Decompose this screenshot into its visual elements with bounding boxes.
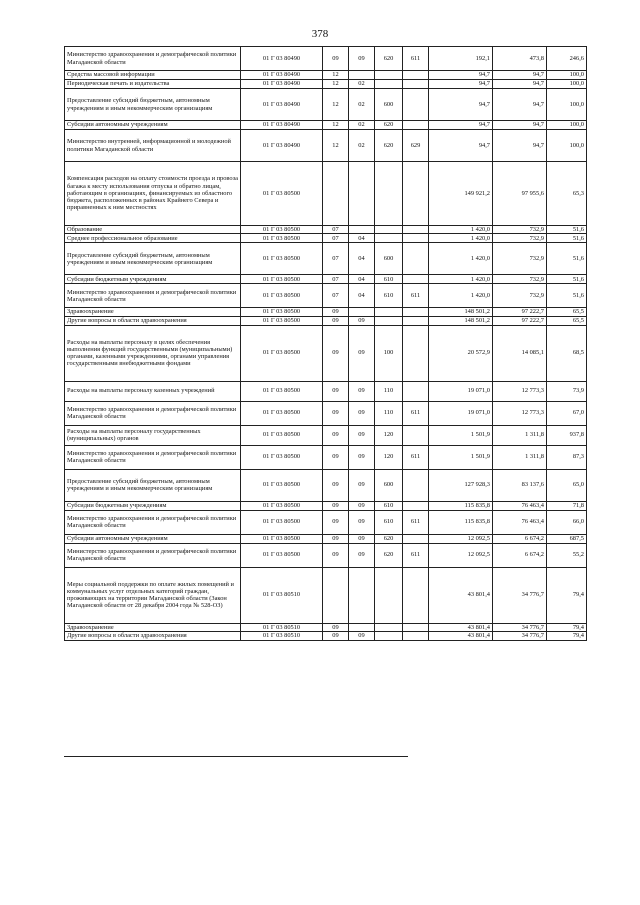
subsection-cell: 09: [349, 316, 375, 325]
table-row: [65, 510, 587, 534]
percent-cell: 71,8: [547, 501, 587, 510]
target-article-cell: 01 Г 03 80500: [241, 425, 323, 445]
department-cell: [403, 469, 429, 501]
planned-amount-cell: 192,1: [429, 47, 493, 71]
expense-type-cell: 620: [375, 47, 403, 71]
department-cell: [403, 162, 429, 226]
percent-cell: 79,4: [547, 631, 587, 640]
executed-amount-cell: 34 776,7: [493, 567, 547, 623]
planned-amount-cell: 94,7: [429, 80, 493, 89]
planned-amount-cell: 148 501,2: [429, 316, 493, 325]
expense-type-cell: 620: [375, 121, 403, 130]
department-cell: [403, 425, 429, 445]
subsection-cell: 09: [349, 381, 375, 401]
planned-amount-cell: 1 420,0: [429, 226, 493, 234]
department-cell: [403, 316, 429, 325]
table-row: [65, 534, 587, 543]
expense-type-cell: [375, 80, 403, 89]
table-row: [65, 316, 587, 325]
executed-amount-cell: 6 674,2: [493, 534, 547, 543]
percent-cell: 100,0: [547, 89, 587, 121]
table-row: [65, 121, 587, 130]
section-cell: 09: [323, 325, 349, 381]
executed-amount-cell: 94,7: [493, 80, 547, 89]
planned-amount-cell: 12 092,5: [429, 534, 493, 543]
target-article-cell: 01 Г 03 80500: [241, 534, 323, 543]
percent-cell: 65,5: [547, 308, 587, 316]
name-cell: Министерство здравоохранения и демографической политики Магаданской области: [65, 510, 241, 534]
executed-amount-cell: 83 137,6: [493, 469, 547, 501]
subsection-cell: 09: [349, 501, 375, 510]
department-cell: 611: [403, 543, 429, 567]
name-cell: Субсидии автономным учреждениям: [65, 121, 241, 130]
percent-cell: 65,0: [547, 469, 587, 501]
section-cell: [323, 162, 349, 226]
section-cell: 07: [323, 226, 349, 234]
name-cell: Министерство здравоохранения и демографической политики Магаданской области: [65, 543, 241, 567]
subsection-cell: 09: [349, 401, 375, 425]
table-row: [65, 226, 587, 234]
target-article-cell: 01 Г 03 80500: [241, 275, 323, 284]
department-cell: [403, 308, 429, 316]
executed-amount-cell: 732,9: [493, 226, 547, 234]
table-row: [65, 234, 587, 243]
planned-amount-cell: 1 420,0: [429, 243, 493, 275]
executed-amount-cell: 1 311,8: [493, 425, 547, 445]
department-cell: [403, 501, 429, 510]
department-cell: [403, 243, 429, 275]
expense-type-cell: 610: [375, 510, 403, 534]
percent-cell: 68,5: [547, 325, 587, 381]
table-row: [65, 47, 587, 71]
name-cell: Министерство здравоохранения и демографической политики Магаданской области: [65, 284, 241, 308]
section-cell: 07: [323, 284, 349, 308]
planned-amount-cell: 115 835,8: [429, 510, 493, 534]
executed-amount-cell: 34 776,7: [493, 631, 547, 640]
planned-amount-cell: 94,7: [429, 121, 493, 130]
target-article-cell: 01 Г 03 80500: [241, 543, 323, 567]
planned-amount-cell: 43 801,4: [429, 567, 493, 623]
department-cell: [403, 89, 429, 121]
department-cell: 611: [403, 510, 429, 534]
planned-amount-cell: 94,7: [429, 89, 493, 121]
executed-amount-cell: 12 773,3: [493, 401, 547, 425]
executed-amount-cell: 732,9: [493, 275, 547, 284]
section-cell: 12: [323, 80, 349, 89]
table-row: [65, 469, 587, 501]
target-article-cell: 01 Г 03 80500: [241, 445, 323, 469]
department-cell: [403, 71, 429, 80]
target-article-cell: 01 Г 03 80490: [241, 47, 323, 71]
target-article-cell: 01 Г 03 80490: [241, 71, 323, 80]
table-row: [65, 325, 587, 381]
table-row: [65, 80, 587, 89]
subsection-cell: 09: [349, 534, 375, 543]
name-cell: Здравоохранение: [65, 623, 241, 631]
target-article-cell: 01 Г 03 80500: [241, 401, 323, 425]
name-cell: Расходы на выплаты персоналу государственных (муниципальных) органов: [65, 425, 241, 445]
table-row: [65, 425, 587, 445]
target-article-cell: 01 Г 03 80510: [241, 623, 323, 631]
percent-cell: 937,8: [547, 425, 587, 445]
executed-amount-cell: 76 463,4: [493, 510, 547, 534]
target-article-cell: 01 Г 03 80510: [241, 567, 323, 623]
executed-amount-cell: 732,9: [493, 243, 547, 275]
section-cell: 09: [323, 445, 349, 469]
name-cell: Субсидии автономным учреждениям: [65, 534, 241, 543]
percent-cell: 55,2: [547, 543, 587, 567]
planned-amount-cell: 127 928,3: [429, 469, 493, 501]
section-cell: 07: [323, 234, 349, 243]
percent-cell: 51,6: [547, 226, 587, 234]
planned-amount-cell: 148 501,2: [429, 308, 493, 316]
table-row: [65, 445, 587, 469]
expense-type-cell: [375, 308, 403, 316]
percent-cell: 687,5: [547, 534, 587, 543]
department-cell: 611: [403, 47, 429, 71]
target-article-cell: 01 Г 03 80500: [241, 234, 323, 243]
expense-type-cell: 600: [375, 469, 403, 501]
subsection-cell: 09: [349, 543, 375, 567]
executed-amount-cell: 34 776,7: [493, 623, 547, 631]
expense-type-cell: 620: [375, 130, 403, 162]
name-cell: Другие вопросы в области здравоохранения: [65, 316, 241, 325]
subsection-cell: 09: [349, 631, 375, 640]
name-cell: Меры социальной поддержки по оплате жилых помещений и коммунальных услуг отдельных категорий граждан, проживающих на территории Магаданской области (Закон Магаданской области от 28 декабря 2004 года № 528-ОЗ): [65, 567, 241, 623]
table-row: [65, 89, 587, 121]
expense-type-cell: [375, 631, 403, 640]
name-cell: Министерство внутренней, информационной и молодежной политики Магаданской области: [65, 130, 241, 162]
subsection-cell: 02: [349, 89, 375, 121]
name-cell: Образование: [65, 226, 241, 234]
table-row: [65, 501, 587, 510]
department-cell: [403, 234, 429, 243]
department-cell: [403, 325, 429, 381]
table-row: [65, 623, 587, 631]
section-cell: 07: [323, 243, 349, 275]
section-cell: 09: [323, 631, 349, 640]
table-row: [65, 308, 587, 316]
subsection-cell: 02: [349, 80, 375, 89]
section-cell: 09: [323, 543, 349, 567]
name-cell: Субсидии бюджетным учреждениям: [65, 275, 241, 284]
subsection-cell: 09: [349, 47, 375, 71]
executed-amount-cell: 6 674,2: [493, 543, 547, 567]
executed-amount-cell: 14 085,1: [493, 325, 547, 381]
name-cell: Периодическая печать и издательства: [65, 80, 241, 89]
percent-cell: 65,3: [547, 162, 587, 226]
target-article-cell: 01 Г 03 80490: [241, 130, 323, 162]
planned-amount-cell: 94,7: [429, 130, 493, 162]
percent-cell: 87,3: [547, 445, 587, 469]
subsection-cell: [349, 567, 375, 623]
department-cell: [403, 623, 429, 631]
planned-amount-cell: 1 420,0: [429, 284, 493, 308]
target-article-cell: 01 Г 03 80500: [241, 316, 323, 325]
percent-cell: 66,0: [547, 510, 587, 534]
table-row: [65, 162, 587, 226]
table-row: [65, 567, 587, 623]
expense-type-cell: 600: [375, 243, 403, 275]
executed-amount-cell: 473,8: [493, 47, 547, 71]
department-cell: 611: [403, 401, 429, 425]
subsection-cell: 09: [349, 425, 375, 445]
name-cell: Здравоохранение: [65, 308, 241, 316]
planned-amount-cell: 43 801,4: [429, 623, 493, 631]
table-row: [65, 130, 587, 162]
section-cell: 09: [323, 501, 349, 510]
executed-amount-cell: 97 222,7: [493, 316, 547, 325]
expense-type-cell: 610: [375, 284, 403, 308]
target-article-cell: 01 Г 03 80500: [241, 308, 323, 316]
department-cell: 611: [403, 445, 429, 469]
page-number: 378: [311, 28, 329, 40]
expense-type-cell: 120: [375, 445, 403, 469]
section-cell: 12: [323, 130, 349, 162]
executed-amount-cell: 94,7: [493, 121, 547, 130]
target-article-cell: 01 Г 03 80490: [241, 80, 323, 89]
percent-cell: 65,5: [547, 316, 587, 325]
target-article-cell: 01 Г 03 80500: [241, 469, 323, 501]
subsection-cell: 02: [349, 130, 375, 162]
planned-amount-cell: 1 501,9: [429, 425, 493, 445]
subsection-cell: 04: [349, 234, 375, 243]
subsection-cell: 09: [349, 469, 375, 501]
expense-type-cell: [375, 234, 403, 243]
planned-amount-cell: 149 921,2: [429, 162, 493, 226]
department-cell: [403, 80, 429, 89]
planned-amount-cell: 19 071,0: [429, 381, 493, 401]
section-cell: 09: [323, 401, 349, 425]
target-article-cell: 01 Г 03 80500: [241, 284, 323, 308]
expense-type-cell: [375, 567, 403, 623]
department-cell: [403, 381, 429, 401]
bottom-rule: [64, 756, 408, 757]
target-article-cell: 01 Г 03 80500: [241, 510, 323, 534]
name-cell: Предоставление субсидий бюджетным, автономным учреждениям и иным некоммерческим организациям: [65, 89, 241, 121]
planned-amount-cell: 12 092,5: [429, 543, 493, 567]
name-cell: Министерство здравоохранения и демографической политики Магаданской области: [65, 47, 241, 71]
planned-amount-cell: 1 501,9: [429, 445, 493, 469]
expense-type-cell: 100: [375, 325, 403, 381]
subsection-cell: [349, 623, 375, 631]
section-cell: [323, 567, 349, 623]
planned-amount-cell: 1 420,0: [429, 275, 493, 284]
section-cell: 07: [323, 275, 349, 284]
percent-cell: 100,0: [547, 80, 587, 89]
executed-amount-cell: 12 773,3: [493, 381, 547, 401]
expense-type-cell: 110: [375, 401, 403, 425]
department-cell: 611: [403, 284, 429, 308]
name-cell: Средства массовой информации: [65, 71, 241, 80]
name-cell: Среднее профессиональное образование: [65, 234, 241, 243]
planned-amount-cell: 19 071,0: [429, 401, 493, 425]
planned-amount-cell: 115 835,8: [429, 501, 493, 510]
section-cell: 09: [323, 381, 349, 401]
name-cell: Расходы на выплаты персоналу казенных учреждений: [65, 381, 241, 401]
expense-type-cell: [375, 316, 403, 325]
executed-amount-cell: 97 222,7: [493, 308, 547, 316]
percent-cell: 73,9: [547, 381, 587, 401]
section-cell: 09: [323, 469, 349, 501]
executed-amount-cell: 76 463,4: [493, 501, 547, 510]
department-cell: [403, 534, 429, 543]
subsection-cell: [349, 71, 375, 80]
expense-type-cell: 610: [375, 501, 403, 510]
department-cell: [403, 226, 429, 234]
section-cell: 09: [323, 534, 349, 543]
table-row: [65, 401, 587, 425]
table-row: [65, 243, 587, 275]
percent-cell: 67,0: [547, 401, 587, 425]
target-article-cell: 01 Г 03 80490: [241, 89, 323, 121]
executed-amount-cell: 94,7: [493, 130, 547, 162]
executed-amount-cell: 732,9: [493, 284, 547, 308]
subsection-cell: 09: [349, 510, 375, 534]
section-cell: 09: [323, 425, 349, 445]
table-row: [65, 543, 587, 567]
name-cell: Субсидии бюджетным учреждениям: [65, 501, 241, 510]
table-row: [65, 275, 587, 284]
target-article-cell: 01 Г 03 80500: [241, 226, 323, 234]
executed-amount-cell: 732,9: [493, 234, 547, 243]
subsection-cell: [349, 162, 375, 226]
executed-amount-cell: 1 311,8: [493, 445, 547, 469]
table-row: [65, 71, 587, 80]
name-cell: Министерство здравоохранения и демографической политики Магаданской области: [65, 401, 241, 425]
budget-table: [64, 46, 587, 641]
section-cell: 09: [323, 308, 349, 316]
percent-cell: 51,6: [547, 243, 587, 275]
percent-cell: 51,6: [547, 275, 587, 284]
target-article-cell: 01 Г 03 80510: [241, 631, 323, 640]
target-article-cell: 01 Г 03 80500: [241, 325, 323, 381]
section-cell: 09: [323, 623, 349, 631]
percent-cell: 79,4: [547, 567, 587, 623]
expense-type-cell: 120: [375, 425, 403, 445]
target-article-cell: 01 Г 03 80500: [241, 162, 323, 226]
subsection-cell: 04: [349, 243, 375, 275]
subsection-cell: 09: [349, 325, 375, 381]
percent-cell: 100,0: [547, 130, 587, 162]
expense-type-cell: [375, 71, 403, 80]
department-cell: [403, 275, 429, 284]
subsection-cell: 04: [349, 284, 375, 308]
subsection-cell: 09: [349, 445, 375, 469]
section-cell: 12: [323, 89, 349, 121]
name-cell: Компенсация расходов на оплату стоимости проезда и провоза багажа к месту использования отпуска и обратно лицам, работающим в организациях, финансируемых из областного бюджета, расположенных в районах Крайнего Севера и приравненных к ним местностях: [65, 162, 241, 226]
table-row: [65, 631, 587, 640]
percent-cell: 51,6: [547, 284, 587, 308]
expense-type-cell: 620: [375, 534, 403, 543]
department-cell: [403, 631, 429, 640]
expense-type-cell: [375, 623, 403, 631]
department-cell: [403, 121, 429, 130]
expense-type-cell: 110: [375, 381, 403, 401]
percent-cell: 100,0: [547, 71, 587, 80]
section-cell: 09: [323, 316, 349, 325]
name-cell: Расходы на выплаты персоналу в целях обеспечения выполнения функций государственными (муниципальными) органами, казенными учреждениями, органами управления государственными внебюджетными фондами: [65, 325, 241, 381]
percent-cell: 246,6: [547, 47, 587, 71]
planned-amount-cell: 20 572,9: [429, 325, 493, 381]
executed-amount-cell: 94,7: [493, 89, 547, 121]
subsection-cell: 02: [349, 121, 375, 130]
expense-type-cell: 600: [375, 89, 403, 121]
section-cell: 12: [323, 121, 349, 130]
subsection-cell: [349, 226, 375, 234]
name-cell: Министерство здравоохранения и демографической политики Магаданской области: [65, 445, 241, 469]
percent-cell: 100,0: [547, 121, 587, 130]
executed-amount-cell: 94,7: [493, 71, 547, 80]
department-cell: 629: [403, 130, 429, 162]
section-cell: 12: [323, 71, 349, 80]
target-article-cell: 01 Г 03 80500: [241, 501, 323, 510]
expense-type-cell: 620: [375, 543, 403, 567]
department-cell: [403, 567, 429, 623]
expense-type-cell: 610: [375, 275, 403, 284]
target-article-cell: 01 Г 03 80490: [241, 121, 323, 130]
percent-cell: 79,4: [547, 623, 587, 631]
expense-type-cell: [375, 226, 403, 234]
planned-amount-cell: 94,7: [429, 71, 493, 80]
target-article-cell: 01 Г 03 80500: [241, 381, 323, 401]
table-row: [65, 284, 587, 308]
table-row: [65, 381, 587, 401]
section-cell: 09: [323, 47, 349, 71]
percent-cell: 51,6: [547, 234, 587, 243]
executed-amount-cell: 97 955,6: [493, 162, 547, 226]
subsection-cell: [349, 308, 375, 316]
section-cell: 09: [323, 510, 349, 534]
name-cell: Предоставление субсидий бюджетным, автономным учреждениям и иным некоммерческим организациям: [65, 243, 241, 275]
name-cell: Предоставление субсидий бюджетным, автономным учреждениям и иным некоммерческим организациям: [65, 469, 241, 501]
target-article-cell: 01 Г 03 80500: [241, 243, 323, 275]
planned-amount-cell: 1 420,0: [429, 234, 493, 243]
name-cell: Другие вопросы в области здравоохранения: [65, 631, 241, 640]
subsection-cell: 04: [349, 275, 375, 284]
expense-type-cell: [375, 162, 403, 226]
planned-amount-cell: 43 801,4: [429, 631, 493, 640]
